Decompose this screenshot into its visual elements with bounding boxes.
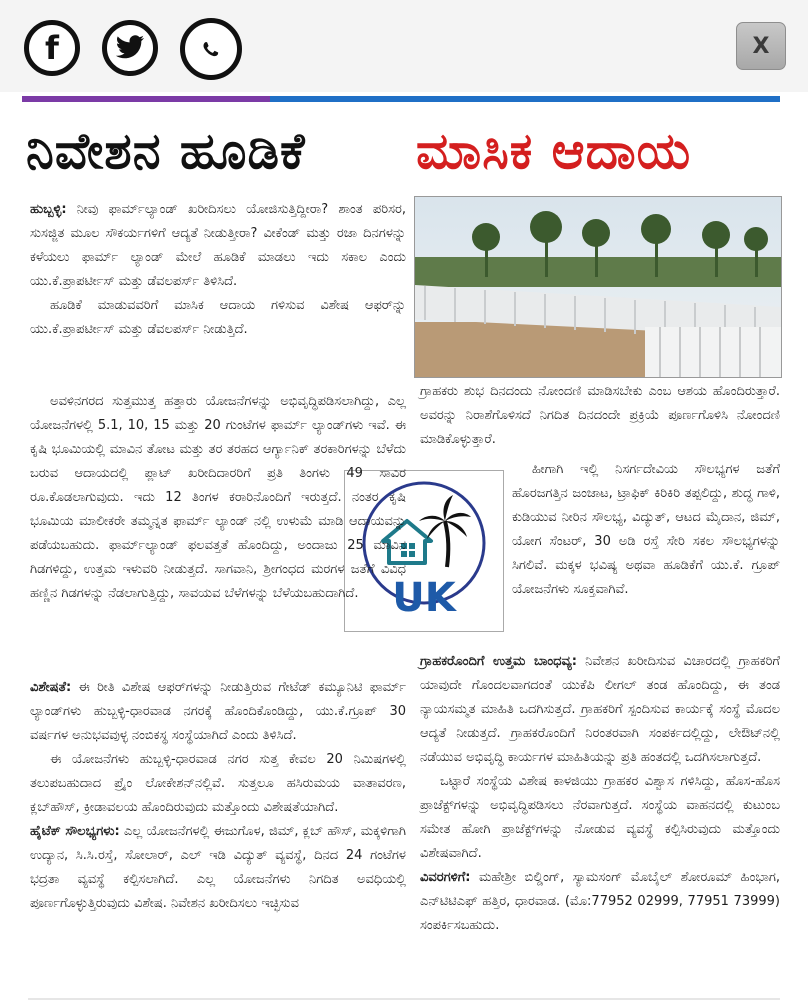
article-column-right-facilities <box>512 458 780 602</box>
facebook-icon[interactable]: f <box>24 20 80 76</box>
divider-blue <box>270 96 780 102</box>
article-column-left <box>30 198 406 342</box>
bottom-rule <box>28 998 780 1000</box>
whatsapp-icon[interactable] <box>180 18 242 80</box>
paragraph-projects: ಅವಳಿನಗರದ ಸುತ್ತಮುತ್ತ ಹತ್ತಾರು ಯೋಜನೆಗಳನ್ನು ಅಭಿವೃದ್ಧಿಪಡಿಸಲಾಗಿದ್ದು, ಎಲ್ಲ ಯೋಜನೆಗಳಲ್ಲಿ 5.1, 10, 15 ಮತ್ತು 20 ಗುಂಟೆಗಳ ಫಾರ್ಮ್ ಲ್ಯಾಂಡ್‌ಗಳು ಇವೆ. ಈ ಕೃಷಿ ಭೂಮಿಯಲ್ಲಿ ಮಾವಿನ ತೋಟ ಮತ್ತು ತರ ತರಹದ ಆರ್ಗ್ಯಾನಿಕ್ ತರಕಾರಿಗಳನ್ನು ಬೆಳೆದು ಬರುವ ಆದಾಯದಲ್ಲಿ ಪ್ಲಾಟ್ ಖರೀದಿದಾರರಿಗೆ ಪ್ರತಿ ತಿಂಗಳು 49 ಸಾವಿರ ರೂ.ಕೊಡಲಾಗುವುದು. ಇದು 12 ತಿಂಗಳ ಕರಾರಿನೊಂದಿಗೆ ಇರುತ್ತದೆ. ನಂತರ ಕೃಷಿ ಭೂಮಿಯ ಮಾಲೀಕರೇ ತಮ್ಮನ್ನತ ಫಾರ್ಮ್ ಲ್ಯಾಂಡ್ ನಲ್ಲಿ ಉಳುಮೆ ಮಾಡಿ ಆದಾಯವನ್ನು ಪಡೆಯಬಹುದು. ಫಾರ್ಮ್‌ಲ್ಯಾಂಡ್ ಫಲವತ್ತತೆ ಹೊಂದಿದ್ದು, ಅಂದಾಜು 25 ಮಾವಿನ ಗಿಡಗಳಿದ್ದು, ಉತ್ತಮ ಇಳುವರಿ ನೀಡುತ್ತದೆ. ಸಾಗವಾನಿ, ಶ್ರೀಗಂಧದ ಮರಗಳ ಜತೆಗೆ ವಿವಿಧ ಹಣ್ಣಿನ ಗಿಡಗಳನ್ನು ನೆಡಲಾಗುತ್ತಿದ್ದು, ಸಾವಯವ ಬೆಳೆಗಳನ್ನು ಬೆಳೆಯಬಹುದಾಗಿದೆ. <box>30 394 406 601</box>
paragraph-trust: ಒಟ್ಟಾರೆ ಸಂಸ್ಥೆಯ ವಿಶೇಷ ಕಾಳಜಿಯು ಗ್ರಾಹಕರ ವಿಶ್ವಾಸ ಗಳಿಸಿದ್ದು, ಹೊಸ-ಹೊಸ ಪ್ರಾಜೆಕ್ಟ್‌ಗಳನ್ನು ಅಭಿವೃದ್ಧಿಪಡಿಸಲು ನೆರವಾಗುತ್ತದೆ. ಸಂಸ್ಥೆಯ ವಾಹನದಲ್ಲಿ ಕುಟುಂಬ ಸಮೇತ ಹೋಗಿ ಪ್ರಾಜೆಕ್ಟ್‌ಗಳನ್ನು ನೋಡುವ ವ್ಯವಸ್ಥೆ ಕಲ್ಪಿಸಿರುವುದು ಮತ್ತೊಂದು ವಿಶೇಷವಾಗಿದೆ. <box>420 774 780 861</box>
paragraph-offer: ಹೂಡಿಕೆ ಮಾಡುವವರಿಗೆ ಮಾಸಿಕ ಆದಾಯ ಗಳಿಸುವ ವಿಶೇಷ ಆಫರ್‌ನ್ನು ಯು.ಕೆ.ಪ್ರಾಪರ್ಟೀಸ್ ಮತ್ತು ಡೆವಲಪರ್ಸ್ ನೀಡುತ್ತಿದೆ. <box>30 298 406 337</box>
paragraph-specialty: ವಿಶೇಷತೆ: ಈ ರೀತಿ ವಿಶೇಷ ಆಫರ್‌ಗಳನ್ನು ನೀಡುತ್ತಿರುವ ಗೇಟೆಡ್ ಕಮ್ಯೂನಿಟಿ ಫಾರ್ಮ್ ಲ್ಯಾಂಡ್‌ಗಳು ಹುಬ್ಬಳ್ಳಿ-ಧಾರವಾಡ ನಗರಕ್ಕೆ ಹೊಂದಿಕೊಂಡಿದ್ದು, ಯು.ಕೆ.ಗ್ರೂಪ್ 30 ವರ್ಷಗಳ ಅನುಭವವುಳ್ಳ ನಂಬಿಕಸ್ಥ ಸಂಸ್ಥೆಯಾಗಿದೆ ಎಂದು ತಿಳಿಸಿದೆ. <box>30 680 406 743</box>
paragraph-location: ಈ ಯೋಜನೆಗಳು ಹುಬ್ಬಳ್ಳಿ-ಧಾರವಾಡ ನಗರ ಸುತ್ತ ಕೇವಲ 20 ನಿಮಿಷಗಳಲ್ಲಿ ತಲುಪಬಹುದಾದ ಪ್ರೈಂ ಲೋಕೇಶನ್‌ನಲ್ಲಿವೆ. ಸುತ್ತಲೂ ಹಸಿರುಮಯ ವಾತಾವರಣ, ಕ್ಲಬ್‌ಹೌಸ್, ಕ್ರೀಡಾವಲಯ ಹೊಂದಿರುವುದು ಮತ್ತೊಂದು ವಿಶೇಷತೆಯಾಗಿದೆ. <box>30 752 406 815</box>
article-column-right-lower <box>420 650 780 938</box>
uk-logo-text: UK <box>392 575 456 621</box>
paragraph-intro: ಹುಬ್ಬಳ್ಳಿ: ನೀವು ಫಾರ್ಮ್‌ಲ್ಯಾಂಡ್ ಖರೀದಿಸಲು ಯೋಜಿಸುತ್ತಿದ್ದೀರಾ? ಶಾಂತ ಪರಿಸರ, ಸುಸಜ್ಜಿತ ಮೂಲ ಸೌಕರ್ಯಗಳಿಗೆ ಆದ್ಯತೆ ನೀಡುತ್ತೀರಾ? ವೀಕೆಂಡ್ ಮತ್ತು ರಜಾ ದಿನಗಳನ್ನು ಕಳೆಯಲು ಫಾರ್ಮ್ ಲ್ಯಾಂಡ್ ಮೇಲೆ ಹೂಡಿಕೆ ಮಾಡಲು ಇದು ಸಕಾಲ ಎಂದು ಯು.ಕೆ.ಪ್ರಾಪರ್ಟೀಸ್ ಮತ್ತು ಡೆವಲಪರ್ಸ್ ತಿಳಿಸಿದೆ. <box>30 202 406 289</box>
article-column-left-projects <box>30 390 406 606</box>
close-button[interactable] <box>736 22 786 70</box>
twitter-icon[interactable] <box>102 20 158 76</box>
paragraph-hitech: ಹೈಟೆಕ್ ಸೌಲಭ್ಯಗಳು: ಎಲ್ಲ ಯೋಜನೆಗಳಲ್ಲಿ ಈಜುಗೊಳ, ಜಿಮ್, ಕ್ಲಬ್ ಹೌಸ್, ಮಕ್ಕಳಿಗಾಗಿ ಉದ್ಯಾನ, ಸಿ.ಸಿ.ರಸ್ತೆ, ಸೋಲಾರ್, ಎಲ್ ಇಡಿ ವಿದ್ಯುತ್ ವ್ಯವಸ್ಥೆ, ದಿನದ 24 ಗಂಟೆಗಳ ಭದ್ರತಾ ವ್ಯವಸ್ಥೆ ಕಲ್ಪಿಸಲಾಗಿದೆ. ಎಲ್ಲ ಯೋಜನೆಗಳು ನಿಗದಿತ ಅವಧಿಯಲ್ಲಿ ಪೂರ್ಣಗೊಳ್ಳುತ್ತಿರುವುದು ವಿಶೇಷ. ನಿವೇಶನ ಖರೀದಿಸಲು ಇಚ್ಛಿಸುವ <box>30 824 406 911</box>
article-column-left-lower <box>30 676 406 916</box>
headline-right: ಮಾಸಿಕ ಆದಾಯ <box>416 121 692 180</box>
paragraph-contact: ವಿವರಗಳಿಗೆ: ಮಹೇಶ್ರೀ ಬಿಲ್ಡಿಂಗ್, ಸ್ಯಾಮಸಂಗ್ ಮೊಬೈಲ್ ಶೋರೂಮ್ ಹಿಂಭಾಗ, ಎನ್‌ಟಿಟಿಎಫ್ ಹತ್ತಿರ, ಧಾರವಾಡ. (ಮೊ:77952 02999, 77951 73999) ಸಂಪರ್ಕಿಸಬಹುದು. <box>420 870 781 933</box>
close-icon[interactable]: X <box>752 33 770 59</box>
article-photo <box>414 196 782 378</box>
headline-left: ನಿವೇಶನ ಹೂಡಿಕೆ <box>26 121 306 180</box>
paragraph-facilities: ಹೀಗಾಗಿ ಇಲ್ಲಿ ನಿಸರ್ಗದೇವಿಯ ಸೌಲಭ್ಯಗಳ ಜತೆಗೆ ಹೊರಜಗತ್ತಿನ ಜಂಜಾಟ, ಟ್ರಾಫಿಕ್ ಕಿರಿಕಿರಿ ತಪ್ಪಲಿದ್ದು, ಶುದ್ಧ ಗಾಳಿ, ಕುಡಿಯುವ ನೀರಿನ ಸೌಲಭ್ಯ, ವಿದ್ಯುತ್, ಆಟದ ಮೈದಾನ, ಜಿಮ್, ಯೋಗ ಸೆಂಟರ್, 30 ಅಡಿ ರಸ್ತೆ ಸೇರಿ ಸಕಲ ಸೌಲಭ್ಯಗಳನ್ನು ಸಿಗಲಿವೆ. ಮಕ್ಕಳ ಭವಿಷ್ಯ ಅಥವಾ ಹೂಡಿಕೆಗೆ ಯು.ಕೆ. ಗ್ರೂಪ್ ಯೋಜನೆಗಳು ಸೂಕ್ತವಾಗಿವೆ. <box>512 462 780 597</box>
paragraph-registration: ಗ್ರಾಹಕರು ಶುಭ ದಿನದಂದು ನೋಂದಣಿ ಮಾಡಿಸಬೇಕು ಎಂಬ ಆಶಯ ಹೊಂದಿರುತ್ತಾರೆ. ಅವರನ್ನು ನಿರಾಶೆಗೊಳಿಸದೆ ನಿಗದಿತ ದಿನದಂದೇ ಪ್ರಕ್ರಿಯೆ ಪೂರ್ಣಗೊಳಿಸಿ ನೋಂದಣಿ ಮಾಡಿಕೊಳ್ಳುತ್ತಾರೆ. <box>420 384 780 447</box>
divider-purple <box>22 96 270 102</box>
dateline: ಹುಬ್ಬಳ್ಳಿ: <box>30 202 67 217</box>
paragraph-relations: ಗ್ರಾಹಕರೊಂದಿಗೆ ಉತ್ತಮ ಬಾಂಧವ್ಯ: ನಿವೇಶನ ಖರೀದಿಸುವ ವಿಚಾರದಲ್ಲಿ ಗ್ರಾಹಕರಿಗೆ ಯಾವುದೇ ಗೊಂದಲವಾಗದಂತೆ ಯುಕೆಪಿ ಲೀಗಲ್ ತಂಡ ಹೊಂದಿದ್ದು, ಈ ತಂಡ ನ್ಯಾಯಸಮ್ಮತ ಮಾಹಿತಿ ಒದಗಿಸುತ್ತದೆ. ಗ್ರಾಹಕರಿಗೆ ಸ್ಪಂದಿಸುವ ಕಾರ್ಯಕ್ಕೆ ಸಂಸ್ಥೆ ಮೊದಲ ಆದ್ಯತೆ ನೀಡುತ್ತದೆ. ಗ್ರಾಹಕರೊಂದಿಗೆ ನಿರಂತರವಾಗಿ ಸಂಪರ್ಕದಲ್ಲಿದ್ದು, ಲೇಔಟ್‌ನಲ್ಲಿ ನಡೆಯುವ ಅಭಿವೃದ್ಧಿ ಕಾರ್ಯಗಳ ಮಾಹಿತಿಯನ್ನು ಪ್ರತಿ ಹಂತದಲ್ಲಿ ಒದಗಿಸಲಾಗುತ್ತದೆ. <box>420 654 780 765</box>
article-column-right-upper <box>420 380 780 452</box>
